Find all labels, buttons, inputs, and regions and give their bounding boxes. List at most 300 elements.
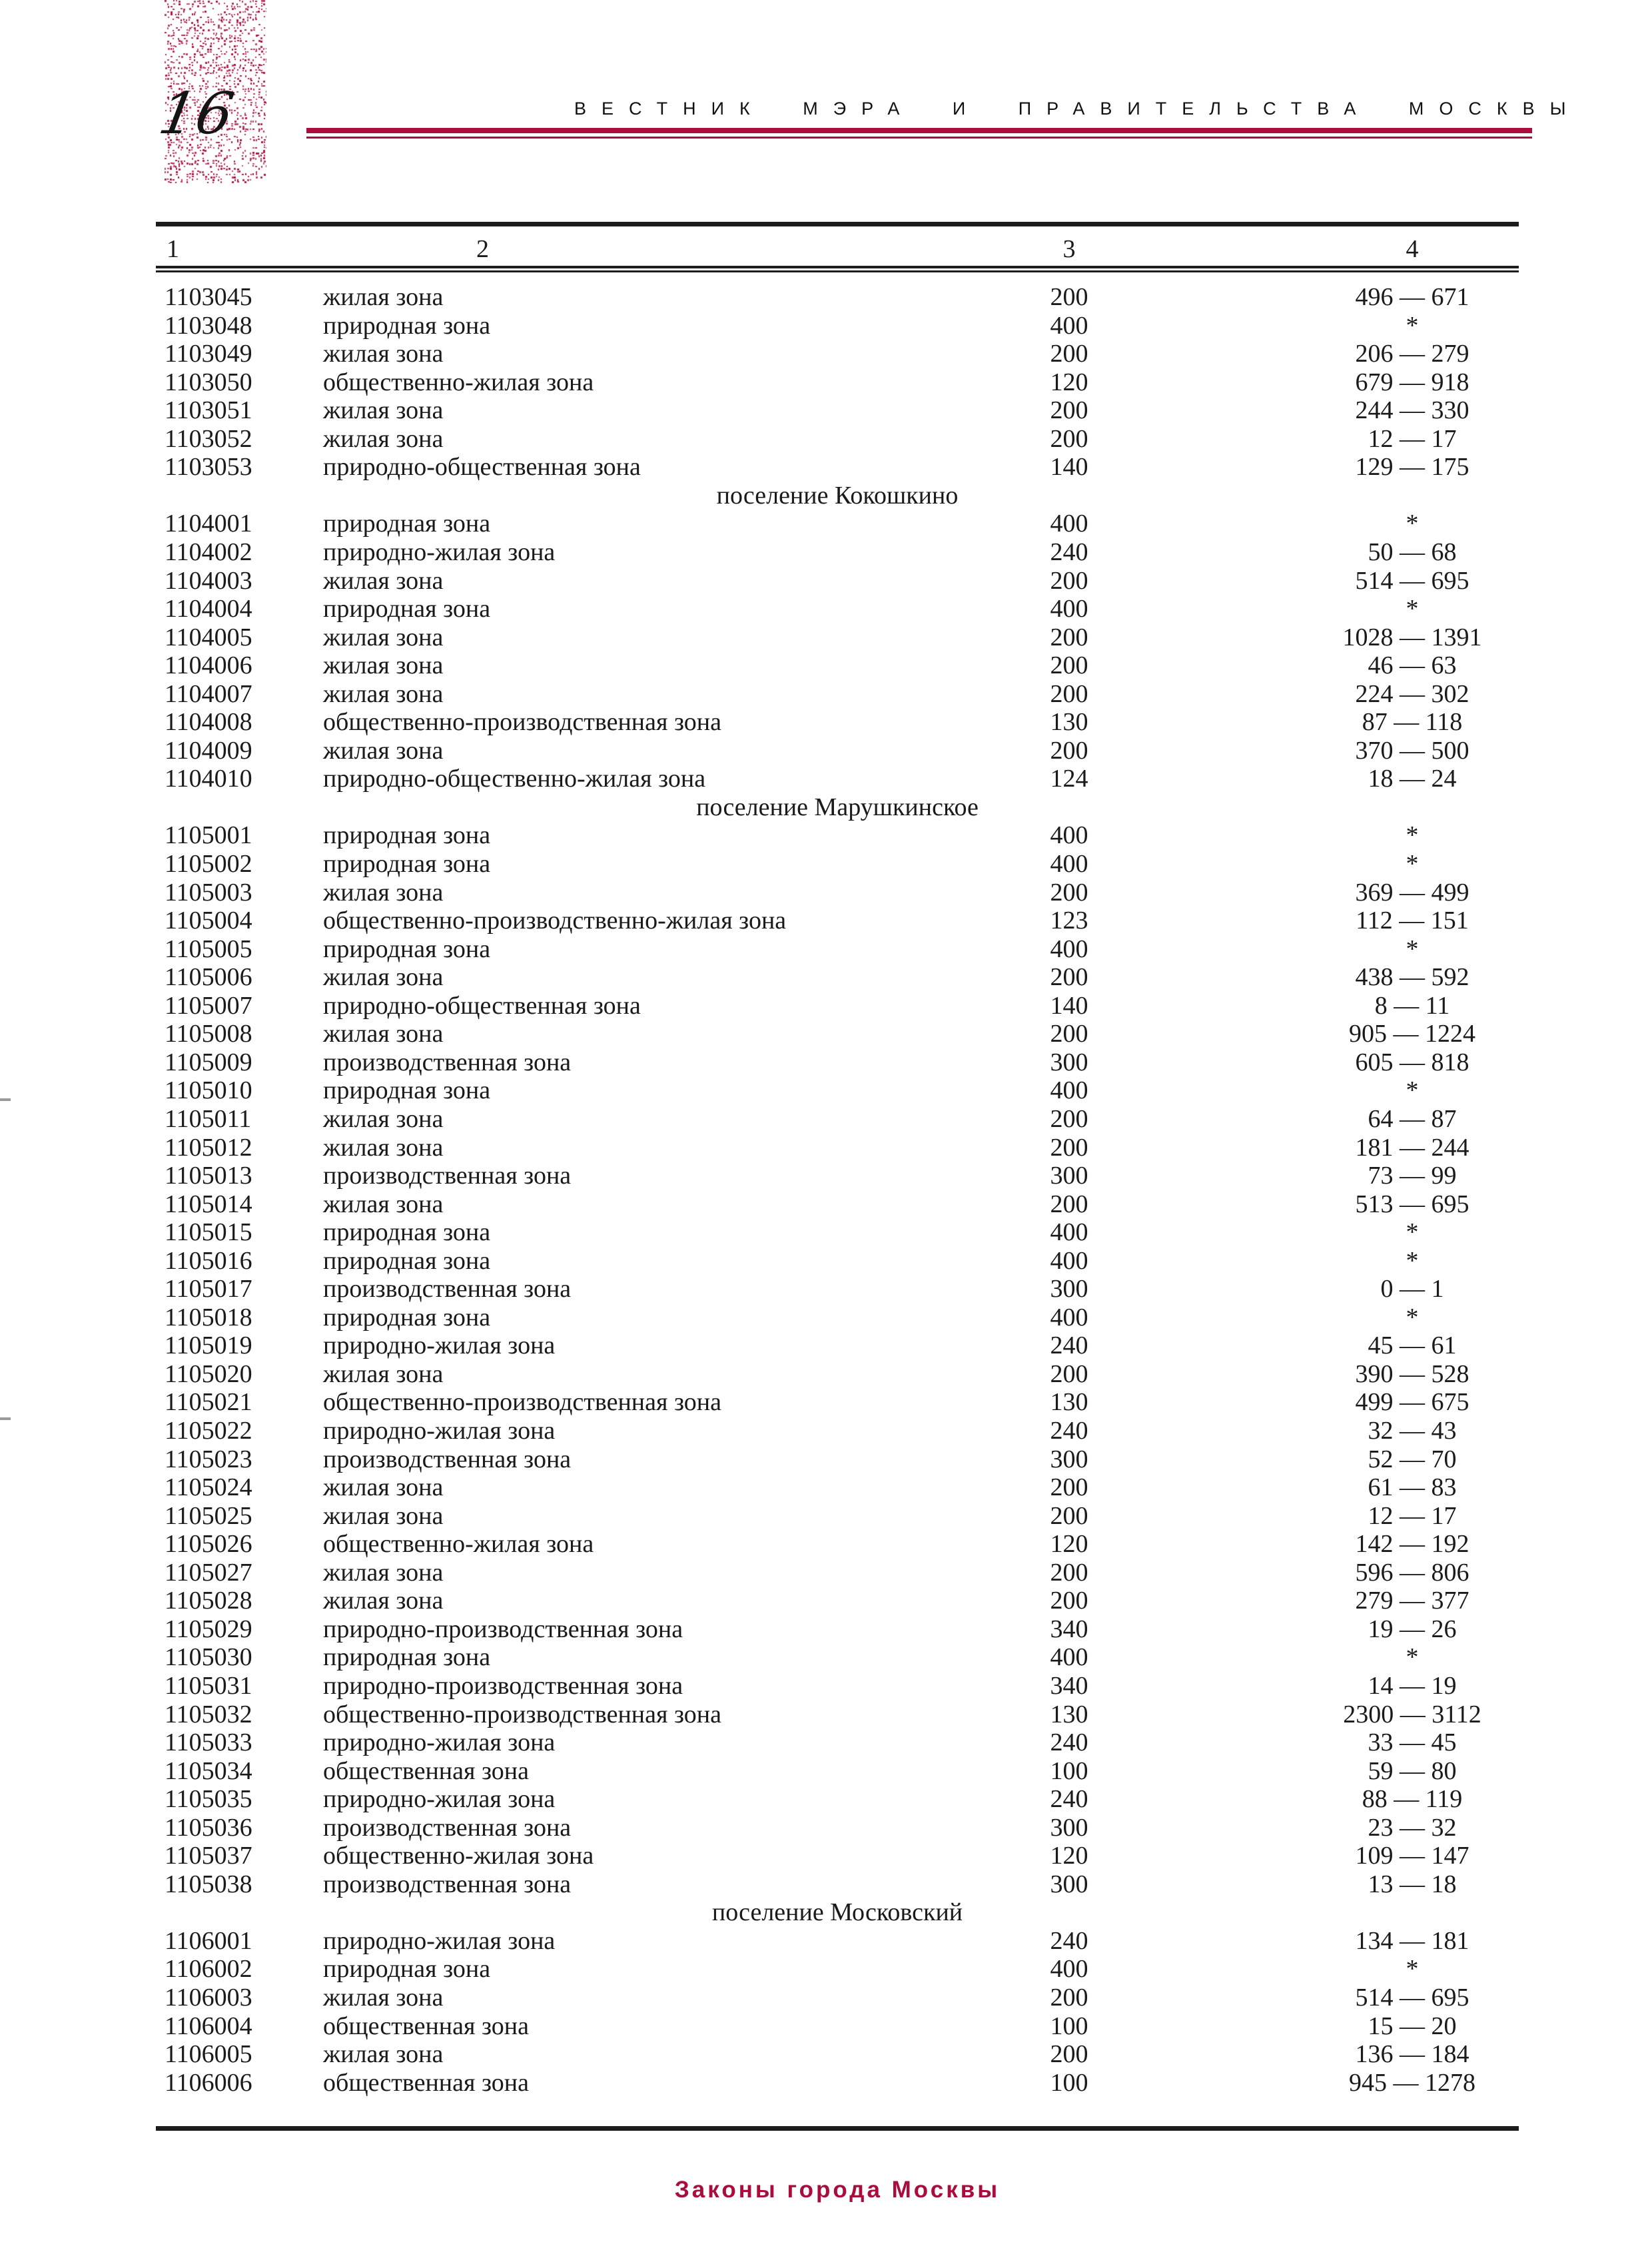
row-zone: общественно-производственная зона — [323, 708, 721, 737]
row-code: 1105030 — [165, 1643, 252, 1672]
row-zone: природно-жилая зона — [323, 1926, 556, 1955]
row-range: * — [1406, 1246, 1419, 1275]
row-value: 130 — [1050, 1700, 1088, 1728]
table-row — [0, 623, 1652, 651]
row-zone: природно-общественно-жилая зона — [323, 765, 706, 793]
row-range: 496 — 671 — [1355, 283, 1469, 311]
row-value: 400 — [1050, 1643, 1088, 1672]
row-value: 300 — [1050, 1445, 1088, 1473]
row-zone: природно-жилая зона — [323, 1728, 556, 1757]
row-range: * — [1406, 1303, 1419, 1331]
row-code: 1105014 — [165, 1190, 252, 1218]
row-code: 1105017 — [165, 1275, 252, 1304]
table-row — [0, 1927, 1652, 1955]
row-range: 14 — 19 — [1368, 1671, 1457, 1700]
row-code: 1105011 — [165, 1104, 252, 1133]
table-row — [0, 1388, 1652, 1416]
row-range: 12 — 17 — [1368, 1501, 1457, 1530]
row-range: 109 — 147 — [1355, 1842, 1469, 1870]
row-value: 200 — [1050, 1984, 1088, 2012]
table-row — [0, 1445, 1652, 1473]
row-zone: жилая зона — [323, 623, 444, 651]
table-row — [0, 1105, 1652, 1133]
table-row — [0, 1247, 1652, 1275]
row-value: 340 — [1050, 1671, 1088, 1700]
row-zone: природно-общественная зона — [323, 453, 641, 482]
table-row — [0, 1587, 1652, 1615]
row-range: 46 — 63 — [1368, 651, 1457, 680]
settlement-section-label: поселение Марушкинское — [696, 793, 979, 821]
row-code: 1105038 — [165, 1870, 252, 1898]
row-code: 1105033 — [165, 1728, 252, 1757]
row-range: 88 — 119 — [1362, 1785, 1463, 1814]
row-zone: природно-жилая зона — [323, 1417, 556, 1445]
table-row — [0, 2069, 1652, 2097]
row-zone: жилая зона — [323, 2040, 444, 2069]
row-value: 300 — [1050, 1275, 1088, 1304]
masthead-title: ВЕСТНИК МЭРА И ПРАВИТЕЛЬСТВА МОСКВЫ — [574, 99, 1581, 119]
row-zone: жилая зона — [323, 736, 444, 765]
row-zone: жилая зона — [323, 1587, 444, 1615]
row-range: 1028 — 1391 — [1342, 623, 1482, 651]
row-value: 123 — [1050, 907, 1088, 935]
table-row — [0, 1672, 1652, 1700]
table-row — [0, 538, 1652, 566]
row-code: 1103048 — [165, 311, 252, 340]
row-range: 369 — 499 — [1355, 878, 1469, 907]
row-range: 45 — 61 — [1368, 1331, 1457, 1360]
row-range: 64 — 87 — [1368, 1104, 1457, 1133]
row-zone: природная зона — [323, 510, 491, 538]
row-range: * — [1406, 821, 1419, 850]
row-value: 400 — [1050, 934, 1088, 963]
row-range: * — [1406, 1955, 1419, 1984]
row-code: 1104007 — [165, 679, 252, 708]
table-row — [0, 1331, 1652, 1359]
table-row — [0, 1615, 1652, 1643]
row-zone: жилая зона — [323, 1133, 444, 1162]
row-code: 1104002 — [165, 538, 252, 566]
row-value: 130 — [1050, 708, 1088, 737]
row-zone: производственная зона — [323, 1445, 572, 1473]
row-range: * — [1406, 1076, 1419, 1105]
row-zone: природная зона — [323, 311, 491, 340]
row-code: 1105004 — [165, 907, 252, 935]
table-row — [0, 2040, 1652, 2068]
row-code: 1105035 — [165, 1785, 252, 1814]
row-range: 19 — 26 — [1368, 1615, 1457, 1643]
row-code: 1105012 — [165, 1133, 252, 1162]
row-range: 279 — 377 — [1355, 1587, 1469, 1615]
row-value: 124 — [1050, 765, 1088, 793]
table-row — [0, 1502, 1652, 1530]
row-zone: жилая зона — [323, 1359, 444, 1388]
table-row — [0, 1417, 1652, 1445]
row-zone: природная зона — [323, 1076, 491, 1105]
row-value: 200 — [1050, 736, 1088, 765]
row-value: 200 — [1050, 2040, 1088, 2069]
row-code: 1103052 — [165, 424, 252, 453]
row-code: 1106001 — [165, 1926, 252, 1955]
row-value: 120 — [1050, 368, 1088, 396]
table-row — [0, 1870, 1652, 1898]
row-value: 400 — [1050, 821, 1088, 850]
row-zone: природно-общественная зона — [323, 991, 641, 1020]
table-row — [0, 708, 1652, 736]
row-value: 240 — [1050, 1417, 1088, 1445]
row-zone: жилая зона — [323, 1104, 444, 1133]
column-header-3: 3 — [1062, 235, 1076, 263]
row-range: 244 — 330 — [1355, 396, 1469, 425]
row-zone: жилая зона — [323, 396, 444, 425]
table-row — [0, 425, 1652, 453]
row-value: 240 — [1050, 1728, 1088, 1757]
row-value: 240 — [1050, 1331, 1088, 1360]
row-range: * — [1406, 934, 1419, 963]
row-code: 1105008 — [165, 1020, 252, 1048]
row-range: 136 — 184 — [1355, 2040, 1469, 2069]
row-range: 129 — 175 — [1355, 453, 1469, 482]
row-code: 1105002 — [165, 850, 252, 878]
table-row — [0, 340, 1652, 368]
table-row — [0, 1785, 1652, 1813]
row-zone: общественно-жилая зона — [323, 1842, 594, 1870]
table-row — [0, 1700, 1652, 1728]
row-range: 15 — 20 — [1368, 2012, 1457, 2040]
row-value: 200 — [1050, 1133, 1088, 1162]
table-row — [0, 396, 1652, 424]
row-range: 438 — 592 — [1355, 963, 1469, 992]
row-range: 13 — 18 — [1368, 1870, 1457, 1898]
table-row — [0, 283, 1652, 311]
table-row — [0, 992, 1652, 1020]
table-row — [0, 510, 1652, 538]
row-range: 142 — 192 — [1355, 1530, 1469, 1559]
table-row — [0, 1530, 1652, 1558]
row-range: 945 — 1278 — [1349, 2068, 1475, 2097]
row-zone: общественно-производственная зона — [323, 1388, 721, 1417]
row-zone: жилая зона — [323, 878, 444, 907]
row-zone: жилая зона — [323, 679, 444, 708]
row-value: 240 — [1050, 1785, 1088, 1814]
row-range: 2300 — 3112 — [1343, 1700, 1481, 1728]
table-row — [0, 1728, 1652, 1756]
row-code: 1105023 — [165, 1445, 252, 1473]
row-code: 1105013 — [165, 1162, 252, 1190]
row-code: 1105036 — [165, 1813, 252, 1842]
row-value: 100 — [1050, 2012, 1088, 2040]
table-row — [0, 879, 1652, 907]
table-row — [0, 1757, 1652, 1785]
row-zone: жилая зона — [323, 424, 444, 453]
row-zone: жилая зона — [323, 1473, 444, 1502]
row-code: 1106005 — [165, 2040, 252, 2069]
row-value: 300 — [1050, 1870, 1088, 1898]
row-code: 1105037 — [165, 1842, 252, 1870]
table-row — [0, 1304, 1652, 1331]
row-zone: природная зона — [323, 850, 491, 878]
table-row — [0, 1842, 1652, 1870]
section-row — [0, 1898, 1652, 1926]
row-code: 1106003 — [165, 1984, 252, 2012]
table-row — [0, 1473, 1652, 1501]
row-zone: природно-производственная зона — [323, 1615, 683, 1643]
column-header-2: 2 — [476, 235, 489, 263]
row-code: 1105032 — [165, 1700, 252, 1728]
row-code: 1105020 — [165, 1359, 252, 1388]
table-row — [0, 651, 1652, 679]
row-code: 1105022 — [165, 1417, 252, 1445]
settlement-section-label: поселение Московский — [711, 1898, 963, 1927]
table-row — [0, 1162, 1652, 1190]
row-range: 134 — 181 — [1355, 1926, 1469, 1955]
row-value: 200 — [1050, 651, 1088, 680]
row-code: 1105026 — [165, 1530, 252, 1559]
row-code: 1105007 — [165, 991, 252, 1020]
row-zone: производственная зона — [323, 1275, 572, 1304]
row-value: 200 — [1050, 1587, 1088, 1615]
table-row — [0, 567, 1652, 595]
row-code: 1105019 — [165, 1331, 252, 1360]
table-row — [0, 453, 1652, 481]
table-row — [0, 765, 1652, 793]
row-value: 140 — [1050, 991, 1088, 1020]
table-row — [0, 1134, 1652, 1162]
table-row — [0, 850, 1652, 878]
row-code: 1104006 — [165, 651, 252, 680]
row-zone: природная зона — [323, 1643, 491, 1672]
row-code: 1106006 — [165, 2068, 252, 2097]
row-value: 200 — [1050, 1190, 1088, 1218]
table-row — [0, 1020, 1652, 1048]
row-code: 1105031 — [165, 1671, 252, 1700]
table-row — [0, 1643, 1652, 1671]
row-value: 120 — [1050, 1842, 1088, 1870]
row-value: 400 — [1050, 850, 1088, 878]
row-range: * — [1406, 850, 1419, 878]
row-zone: природная зона — [323, 1955, 491, 1984]
row-value: 200 — [1050, 963, 1088, 992]
row-value: 200 — [1050, 566, 1088, 595]
row-zone: общественно-жилая зона — [323, 1530, 594, 1559]
footer-section-title: Законы города Москвы — [674, 2177, 1001, 2203]
row-zone: природно-жилая зона — [323, 1331, 556, 1360]
row-code: 1104008 — [165, 708, 252, 737]
registration-mark — [0, 1098, 11, 1101]
page-number: 16 — [154, 81, 239, 147]
row-zone: природная зона — [323, 595, 491, 623]
row-value: 200 — [1050, 424, 1088, 453]
row-range: 33 — 45 — [1368, 1728, 1457, 1757]
table-row — [0, 1275, 1652, 1303]
section-row — [0, 793, 1652, 821]
row-range: 596 — 806 — [1355, 1558, 1469, 1587]
row-zone: жилая зона — [323, 283, 444, 311]
row-code: 1105010 — [165, 1076, 252, 1105]
row-range: 905 — 1224 — [1349, 1020, 1475, 1048]
row-code: 1103050 — [165, 368, 252, 396]
table-row — [0, 1048, 1652, 1076]
table-row — [0, 680, 1652, 708]
row-zone: жилая зона — [323, 1020, 444, 1048]
table-row — [0, 1076, 1652, 1104]
row-code: 1104010 — [165, 765, 252, 793]
row-code: 1105028 — [165, 1587, 252, 1615]
row-code: 1105003 — [165, 878, 252, 907]
row-value: 300 — [1050, 1162, 1088, 1190]
row-value: 400 — [1050, 1246, 1088, 1275]
row-code: 1105034 — [165, 1756, 252, 1785]
row-range: 23 — 32 — [1368, 1813, 1457, 1842]
row-value: 400 — [1050, 595, 1088, 623]
row-code: 1105021 — [165, 1388, 252, 1417]
row-zone: производственная зона — [323, 1048, 572, 1076]
row-code: 1104005 — [165, 623, 252, 651]
row-zone: жилая зона — [323, 1190, 444, 1218]
settlement-section-label: поселение Кокошкино — [716, 481, 959, 510]
row-code: 1104004 — [165, 595, 252, 623]
row-range: 52 — 70 — [1368, 1445, 1457, 1473]
table-row — [0, 1814, 1652, 1842]
row-value: 200 — [1050, 679, 1088, 708]
row-value: 400 — [1050, 510, 1088, 538]
row-value: 300 — [1050, 1813, 1088, 1842]
row-code: 1105015 — [165, 1218, 252, 1247]
table-row — [0, 1190, 1652, 1218]
row-range: 8 — 11 — [1374, 991, 1450, 1020]
row-value: 240 — [1050, 1926, 1088, 1955]
table-row — [0, 312, 1652, 340]
row-value: 200 — [1050, 1558, 1088, 1587]
column-header-4: 4 — [1406, 235, 1419, 263]
row-zone: общественная зона — [323, 1756, 529, 1785]
table-row — [0, 1218, 1652, 1246]
row-range: 513 — 695 — [1355, 1190, 1469, 1218]
column-header-1: 1 — [167, 235, 179, 263]
row-range: 370 — 500 — [1355, 736, 1469, 765]
row-range: 12 — 17 — [1368, 424, 1457, 453]
row-value: 400 — [1050, 1218, 1088, 1247]
row-value: 130 — [1050, 1388, 1088, 1417]
row-range: 514 — 695 — [1355, 566, 1469, 595]
row-zone: природная зона — [323, 821, 491, 850]
row-zone: производственная зона — [323, 1870, 572, 1898]
section-row — [0, 482, 1652, 510]
row-code: 1103049 — [165, 340, 252, 368]
row-range: 390 — 528 — [1355, 1359, 1469, 1388]
table-row — [0, 1360, 1652, 1388]
row-code: 1105018 — [165, 1303, 252, 1331]
row-code: 1105024 — [165, 1473, 252, 1502]
row-zone: общественная зона — [323, 2012, 529, 2040]
row-value: 200 — [1050, 1359, 1088, 1388]
row-zone: общественно-жилая зона — [323, 368, 594, 396]
table-row — [0, 368, 1652, 396]
row-value: 120 — [1050, 1530, 1088, 1559]
table-row — [0, 821, 1652, 849]
table-bottom-rule — [156, 2126, 1519, 2131]
row-code: 1105006 — [165, 963, 252, 992]
row-zone: жилая зона — [323, 1558, 444, 1587]
row-value: 100 — [1050, 2068, 1088, 2097]
row-code: 1106004 — [165, 2012, 252, 2040]
row-value: 200 — [1050, 340, 1088, 368]
table-row — [0, 1955, 1652, 1983]
row-code: 1106002 — [165, 1955, 252, 1984]
row-range: 679 — 918 — [1355, 368, 1469, 396]
row-range: 18 — 24 — [1368, 765, 1457, 793]
table-row — [0, 1559, 1652, 1587]
row-range: 514 — 695 — [1355, 1984, 1469, 2012]
table-row — [0, 595, 1652, 623]
row-range: 87 — 118 — [1362, 708, 1463, 737]
row-zone: природно-жилая зона — [323, 538, 556, 566]
row-code: 1103045 — [165, 283, 252, 311]
row-range: 206 — 279 — [1355, 340, 1469, 368]
row-zone: природно-жилая зона — [323, 1785, 556, 1814]
row-value: 400 — [1050, 1303, 1088, 1331]
row-value: 340 — [1050, 1615, 1088, 1643]
row-value: 400 — [1050, 1076, 1088, 1105]
table-row — [0, 1984, 1652, 2012]
row-zone: производственная зона — [323, 1813, 572, 1842]
row-range: * — [1406, 1643, 1419, 1672]
row-range: * — [1406, 311, 1419, 340]
row-range: * — [1406, 1218, 1419, 1247]
row-code: 1105025 — [165, 1501, 252, 1530]
row-code: 1105029 — [165, 1615, 252, 1643]
row-value: 400 — [1050, 311, 1088, 340]
row-range: 50 — 68 — [1368, 538, 1457, 566]
row-zone: жилая зона — [323, 340, 444, 368]
table-row — [0, 963, 1652, 991]
row-code: 1103051 — [165, 396, 252, 425]
row-value: 200 — [1050, 1501, 1088, 1530]
table-row — [0, 935, 1652, 963]
row-value: 140 — [1050, 453, 1088, 482]
row-range: 61 — 83 — [1368, 1473, 1457, 1502]
row-zone: жилая зона — [323, 963, 444, 992]
row-zone: жилая зона — [323, 1501, 444, 1530]
row-value: 400 — [1050, 1955, 1088, 1984]
row-zone: природная зона — [323, 1246, 491, 1275]
row-range: * — [1406, 595, 1419, 623]
row-code: 1105001 — [165, 821, 252, 850]
row-range: 224 — 302 — [1355, 679, 1469, 708]
table-row — [0, 737, 1652, 765]
row-range: 499 — 675 — [1355, 1388, 1469, 1417]
row-range: * — [1406, 510, 1419, 538]
row-code: 1103053 — [165, 453, 252, 482]
table-row — [0, 2012, 1652, 2040]
row-code: 1105027 — [165, 1558, 252, 1587]
row-code: 1105016 — [165, 1246, 252, 1275]
row-zone: жилая зона — [323, 566, 444, 595]
row-value: 200 — [1050, 1104, 1088, 1133]
row-zone: жилая зона — [323, 1984, 444, 2012]
row-zone: природная зона — [323, 934, 491, 963]
row-code: 1104001 — [165, 510, 252, 538]
row-zone: природная зона — [323, 1303, 491, 1331]
row-zone: производственная зона — [323, 1162, 572, 1190]
row-range: 59 — 80 — [1368, 1756, 1457, 1785]
row-value: 100 — [1050, 1756, 1088, 1785]
row-value: 200 — [1050, 1020, 1088, 1048]
row-value: 300 — [1050, 1048, 1088, 1076]
row-zone: природно-производственная зона — [323, 1671, 683, 1700]
row-range: 73 — 99 — [1368, 1162, 1457, 1190]
row-range: 32 — 43 — [1368, 1417, 1457, 1445]
